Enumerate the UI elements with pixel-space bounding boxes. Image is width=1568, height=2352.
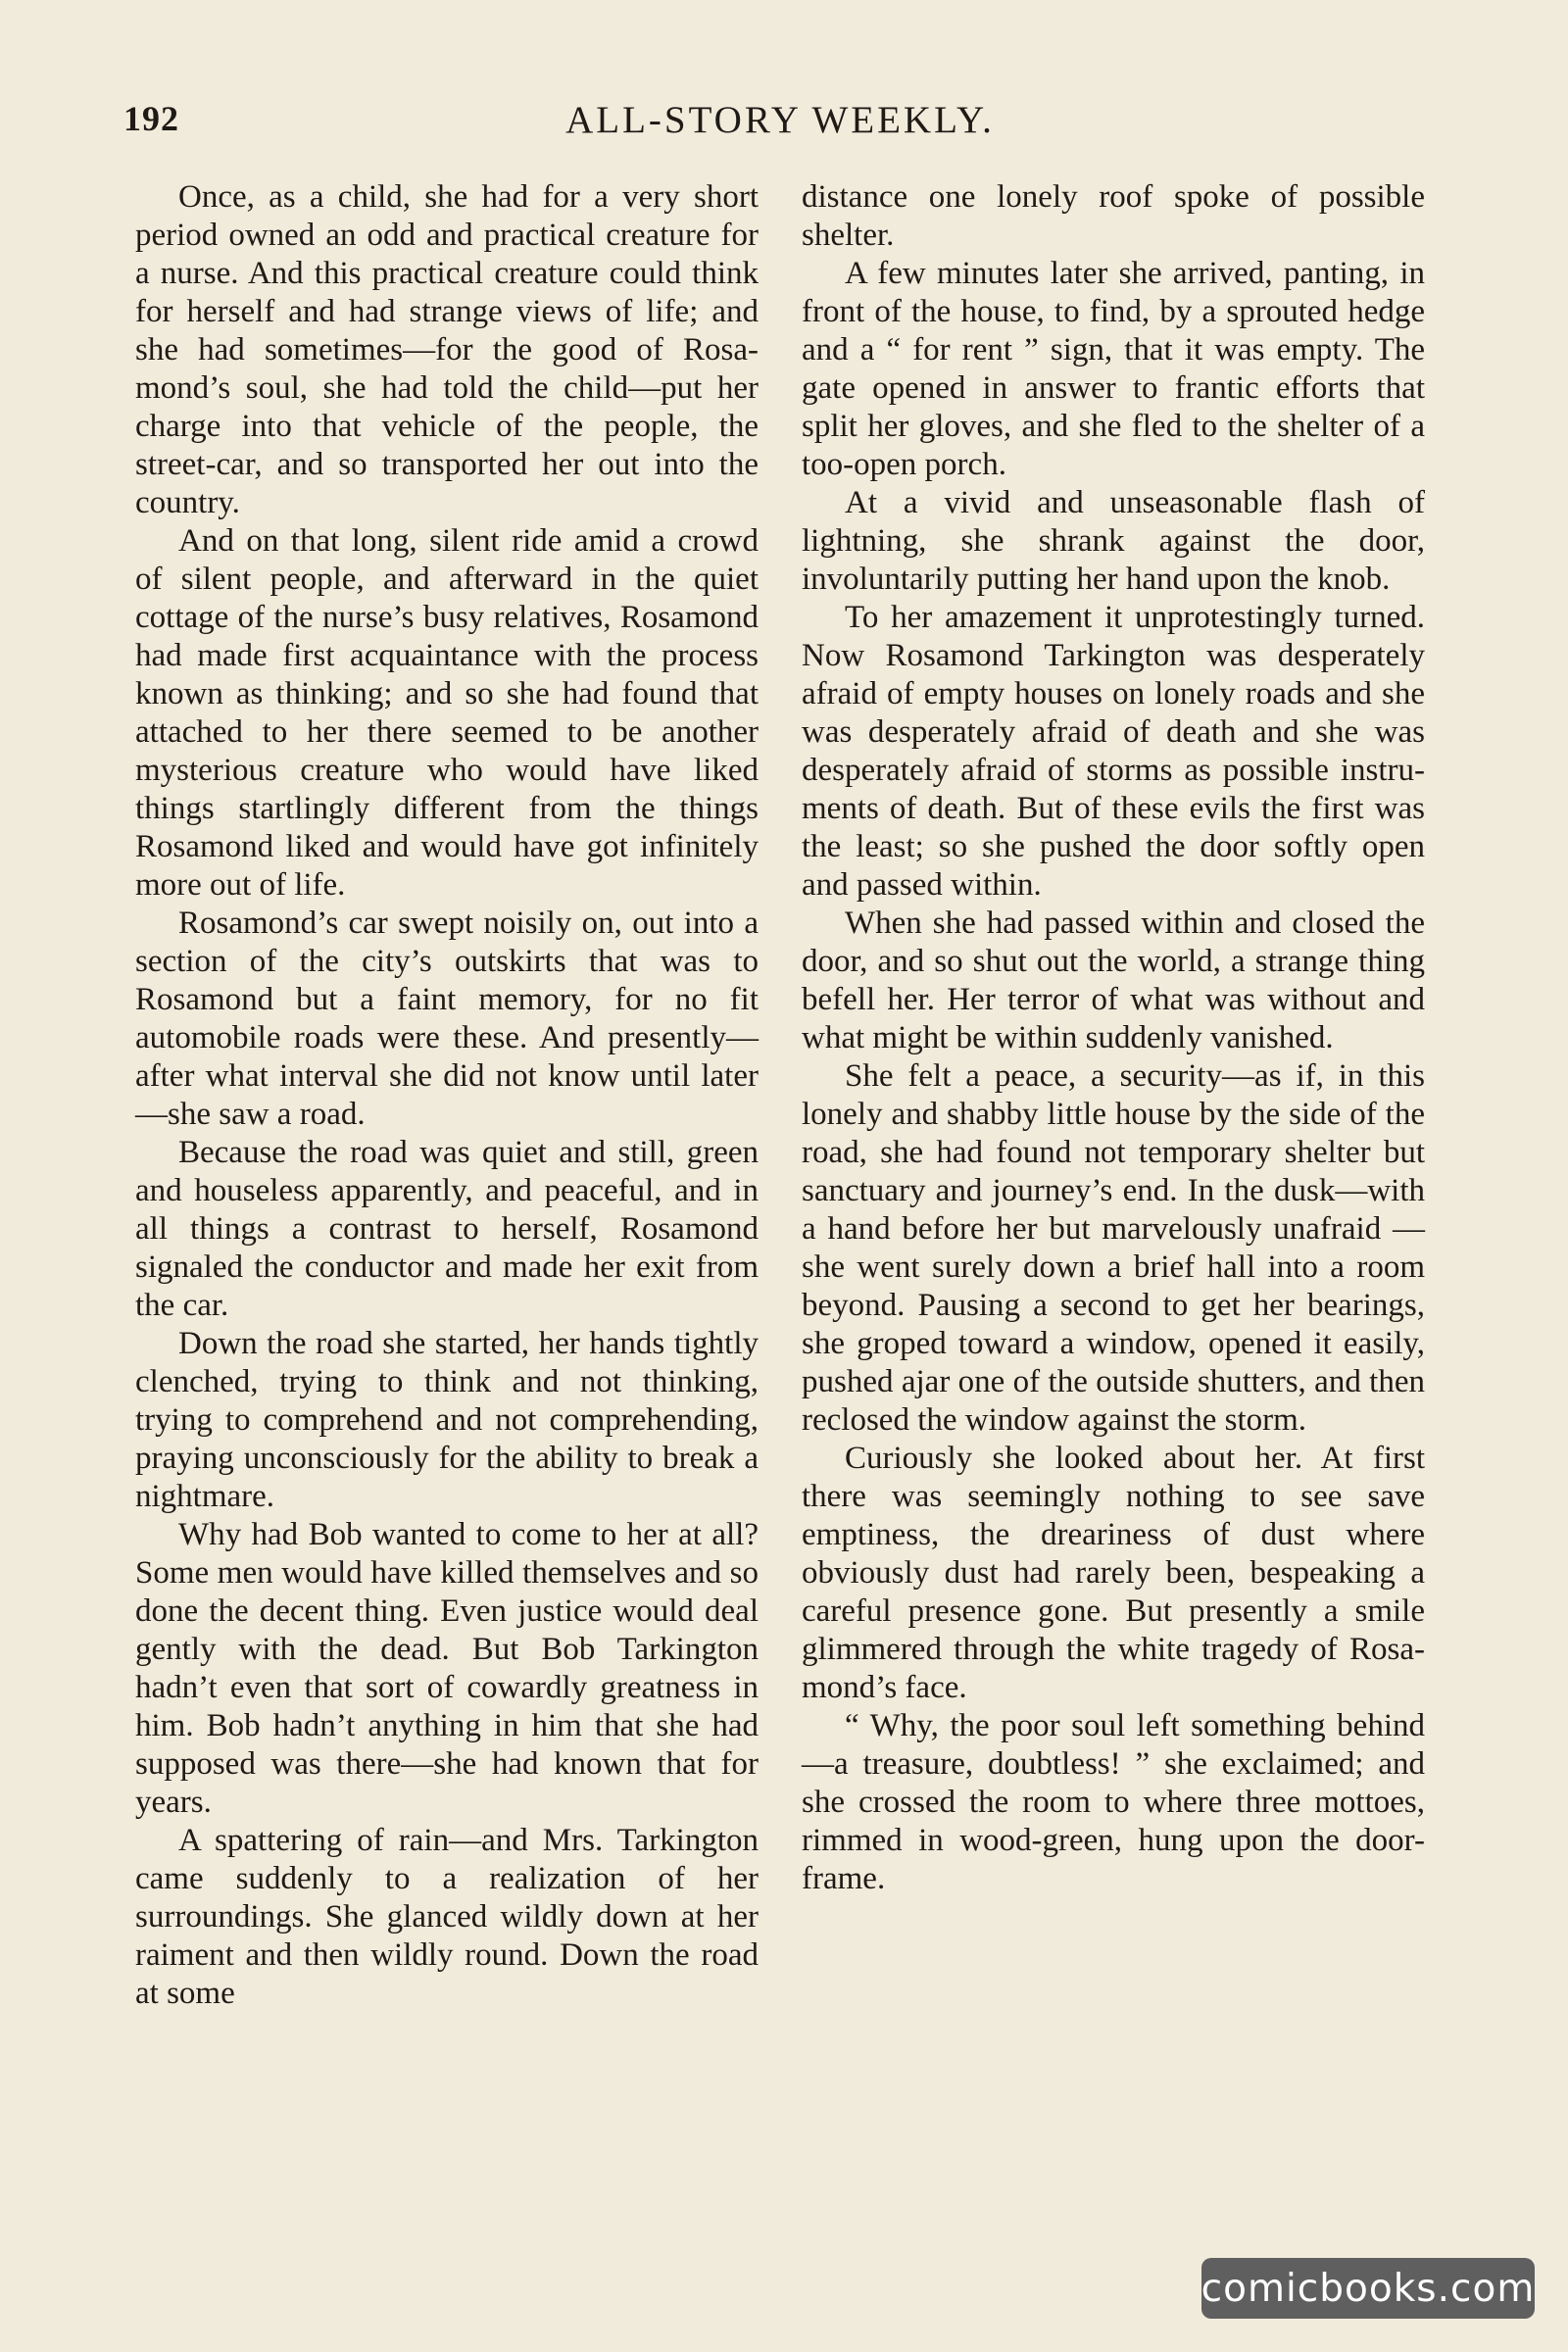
left-column <box>135 178 759 2013</box>
paragraph: Because the road was quiet and still, green and houseless apparently, and peaceful, and in all things a contrast to herself, Rosamond signaled the conductor and made her exit from the car. <box>135 1135 759 1323</box>
paragraph: When she had passed within and closed the door, and so shut out the world, a strange thing befell her. Her terror of what was without and what might be within suddenly vanished. <box>802 906 1425 1055</box>
paragraph: Why had Bob wanted to come to her at all? Some men would have killed themselves and so done the decent thing. Even justice would deal gently with the dead. But Bob Tarkington hadn’t even that sort of cowardly greatness in him. Bob hadn’t anything in him that she had supposed was there—she had known that for years. <box>135 1517 759 1820</box>
page-header <box>123 98 1437 157</box>
paragraph: She felt a peace, a security—as if, in this lonely and shabby little house by the side of the road, she had found not temporary shelter but sanctuary and journey’s end. In the dusk—with a hand before her but marvelously unafraid — she went surely down a brief hall into a room beyond. Pausing a second to get her bearings, she groped toward a window, opened it easily, pushed ajar one of the outside shutters, and then reclosed the window against the storm. <box>802 1058 1425 1438</box>
paragraph: A few minutes later she arrived, panting, in front of the house, to find, by a sprouted hedge and a “ for rent ” sign, that it was empty. The gate opened in answer to frantic efforts that split her gloves, and she fled to the shelter of a too-open porch. <box>802 256 1425 482</box>
paragraph: Once, as a child, she had for a very short period owned an odd and practical creature for a nurse. And this practical creature could think for herself and had strange views of life; and she had sometimes—for the good of Rosamond’s soul, she had told the child—put her charge into that vehicle of the people, the street-car, and so transported her out into the country. <box>135 179 759 520</box>
paragraph: At a vivid and unseasonable flash of lightning, she shrank against the door, involuntarily putting her hand upon the knob. <box>802 485 1425 597</box>
running-title: ALL-STORY WEEKLY. <box>565 99 995 141</box>
paragraph: Curiously she looked about her. At first there was seemingly nothing to see save emptiness, the dreariness of dust where obviously dust had rarely been, bespeaking a careful presence gone. But presently a smile glimmered through the white tragedy of Rosamond’s face. <box>802 1441 1425 1705</box>
page-number: 192 <box>123 99 179 138</box>
right-column <box>802 178 1425 1898</box>
watermark-text: comicbooks.com <box>1200 2266 1536 2311</box>
paragraph: Rosamond’s car swept noisily on, out into a section of the city’s outskirts that was to Rosamond but a faint memory, for no fit automobile roads were these. And presently—after what interval she did not know until later—she saw a road. <box>135 906 759 1132</box>
paragraph: Down the road she started, her hands tightly clenched, trying to think and not thinking, trying to comprehend and not comprehending, praying unconsciously for the ability to break a nightmare. <box>135 1326 759 1514</box>
watermark <box>1201 2258 1535 2319</box>
paragraph: And on that long, silent ride amid a crowd of silent people, and afterward in the quiet cottage of the nurse’s busy relatives, Rosamond had made first acquaintance with the process known as thinking; and so she had found that attached to her there seemed to be another mysterious creature who would have liked things startlingly different from the things Rosamond liked and would have got infinitely more out of life. <box>135 523 759 903</box>
paragraph-continuation: distance one lonely roof spoke of possible shelter. <box>802 179 1425 253</box>
paragraph: A spattering of rain—and Mrs. Tarkington came suddenly to a realization of her surroundings. She glanced wildly down at her raiment and then wildly round. Down the road at some <box>135 1823 759 2011</box>
paragraph: “ Why, the poor soul left something behind—a treasure, doubtless! ” she exclaimed; and she crossed the room to where three mottoes, rimmed in wood-green, hung upon the door-frame. <box>802 1708 1425 1896</box>
paragraph: To her amazement it unprotestingly turned. Now Rosamond Tarkington was desperately afraid of empty houses on lonely roads and she was desperately afraid of death and she was desperately afraid of storms as possible instruments of death. But of these evils the first was the least; so she pushed the door softly open and passed within. <box>802 600 1425 903</box>
